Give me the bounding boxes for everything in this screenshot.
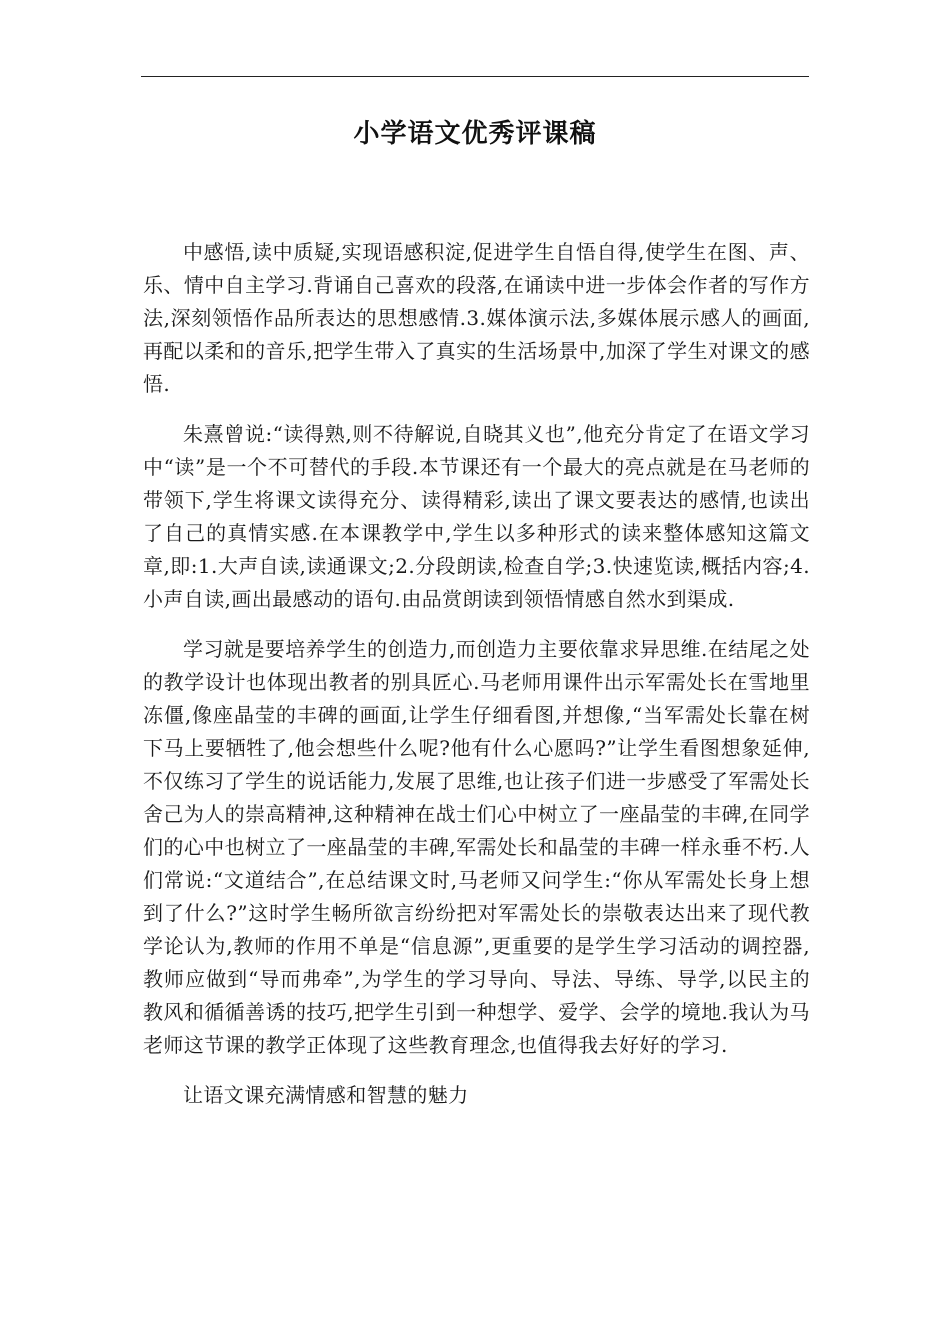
header-rule <box>141 76 809 77</box>
document-body <box>143 236 810 1129</box>
paragraph-creativity: 学习就是要培养学生的创造力,而创造力主要依靠求异思维.在结尾之处的教学设计也体现出教者的别具匠心.马老师用课件出示军需处长在雪地里冻僵,像座晶莹的丰碑的画面,让学生仔细看图,并想像,“当军需处长靠在树下马上要牺牲了,他会想些什么呢?他有什么心愿吗?”让学生看图想象延伸,不仅练习了学生的说话能力,发展了思维,也让孩子们进一步感受了军需处长舍己为人的崇高精神,这种精神在战士们心中树立了一座晶莹的丰碑,在同学们的心中也树立了一座晶莹的丰碑,军需处长和晶莹的丰碑一样永垂不朽.人们常说:“文道结合”,在总结课文时,马老师又问学生:“你从军需处长身上想到了什么?”这时学生畅所欲言纷纷把对军需处长的崇敬表达出来了现代教学论认为,教师的作用不单是“信息源”,更重要的是学生学习活动的调控器,教师应做到“导而弗牵”,为学生的学习导向、导法、导练、导学,以民主的教风和循循善诱的技巧,把学生引到一种想学、爱学、会学的境地.我认为马老师这节课的教学正体现了这些教育理念,也值得我去好好的学习. <box>143 637 810 1057</box>
document-title: 小学语文优秀评课稿 <box>353 119 597 149</box>
paragraph-reading-methods: 中感悟,读中质疑,实现语感积淀,促进学生自悟自得,使学生在图、声、乐、情中自主学习.背诵自己喜欢的段落,在诵读中进一步体会作者的写作方法,深刻领悟作品所表达的思想感情.3.媒体演示法,多媒体展示感人的画面,再配以柔和的音乐,把学生带入了真实的生活场景中,加深了学生对课文的感悟. <box>143 240 810 396</box>
paragraph-zhu-xi-quote: 朱熹曾说:“读得熟,则不待解说,自晓其义也”,他充分肯定了在语文学习中“读”是一个不可替代的手段.本节课还有一个最大的亮点就是在马老师的带领下,学生将课文读得充分、读得精彩,读出了课文要表达的感情,也读出了自己的真情实感.在本课教学中,学生以多种形式的读来整体感知这篇文章,即:1.大声自读,读通课文;2.分段朗读,检查自学;3.快速览读,概括内容;4.小声自读,画出最感动的语句.由品赏朗读到领悟情感自然水到渠成. <box>143 422 810 611</box>
paragraph-next-heading: 让语文课充满情感和智慧的魅力 <box>183 1083 469 1107</box>
